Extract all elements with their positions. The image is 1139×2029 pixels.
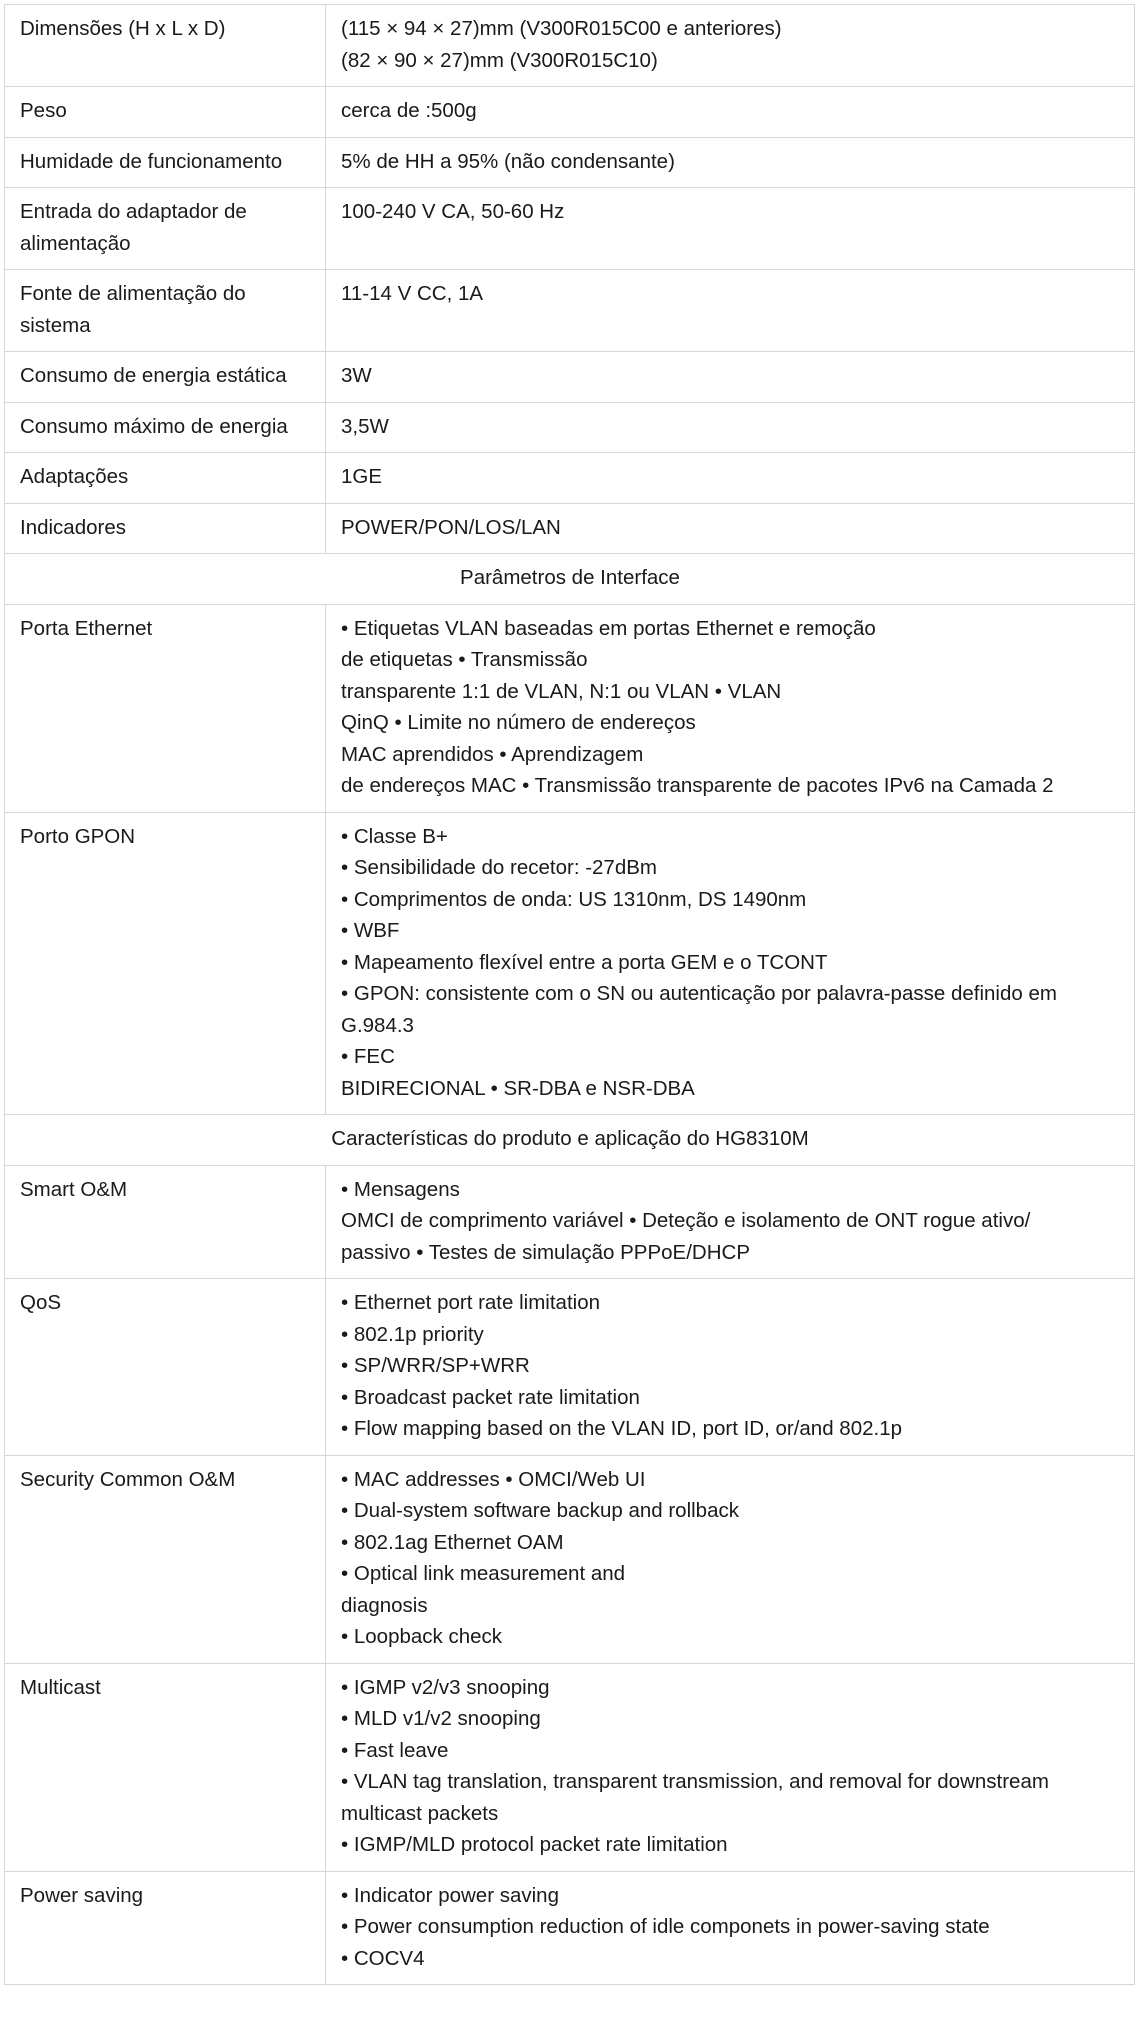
row-value: • MAC addresses • OMCI/Web UI • Dual-system software backup and rollback • 802.1ag Ethernet OAM • Optical link measurement and diagnosis • Loopback check xyxy=(326,1455,1135,1663)
row-label: Multicast xyxy=(5,1663,326,1871)
section-title-interface: Parâmetros de Interface xyxy=(5,554,1135,605)
table-row xyxy=(5,188,1135,270)
table-row xyxy=(5,453,1135,504)
row-value: 3W xyxy=(326,352,1135,403)
row-value: 1GE xyxy=(326,453,1135,504)
row-label: Peso xyxy=(5,87,326,138)
row-label: Dimensões (H x L x D) xyxy=(5,5,326,87)
table-row xyxy=(5,352,1135,403)
table-row xyxy=(5,1455,1135,1663)
row-label: Adaptações xyxy=(5,453,326,504)
table-row xyxy=(5,1165,1135,1279)
row-label: Porta Ethernet xyxy=(5,604,326,812)
row-value: • Classe B+ • Sensibilidade do recetor: -27dBm • Comprimentos de onda: US 1310nm, DS 1490nm • WBF • Mapeamento flexível entre a porta GEM e o TCONT • GPON: consistente com o SN ou autenticação por palavra-passe definido em G.984.3 • FEC BIDIRECIONAL • SR-DBA e NSR-DBA xyxy=(326,812,1135,1115)
table-row xyxy=(5,137,1135,188)
row-label: Power saving xyxy=(5,1871,326,1985)
table-row xyxy=(5,1663,1135,1871)
row-value: 11-14 V CC, 1A xyxy=(326,270,1135,352)
row-label: QoS xyxy=(5,1279,326,1456)
row-label: Humidade de funcionamento xyxy=(5,137,326,188)
table-row xyxy=(5,5,1135,87)
row-value: 5% de HH a 95% (não condensante) xyxy=(326,137,1135,188)
row-value: (115 × 94 × 27)mm (V300R015C00 e anteriores) (82 × 90 × 27)mm (V300R015C10) xyxy=(326,5,1135,87)
row-label: Smart O&M xyxy=(5,1165,326,1279)
row-value: POWER/PON/LOS/LAN xyxy=(326,503,1135,554)
table-row xyxy=(5,1279,1135,1456)
row-value: • Ethernet port rate limitation • 802.1p priority • SP/WRR/SP+WRR • Broadcast packet rate limitation • Flow mapping based on the VLAN ID, port ID, or/and 802.1p xyxy=(326,1279,1135,1456)
row-value: • Mensagens OMCI de comprimento variável • Deteção e isolamento de ONT rogue ativo/ passivo • Testes de simulação PPPoE/DHCP xyxy=(326,1165,1135,1279)
row-value: 100-240 V CA, 50-60 Hz xyxy=(326,188,1135,270)
row-value: • Indicator power saving • Power consumption reduction of idle componets in power-saving state • COCV4 xyxy=(326,1871,1135,1985)
row-label: Fonte de alimentação do sistema xyxy=(5,270,326,352)
section-title-features: Características do produto e aplicação do HG8310M xyxy=(5,1115,1135,1166)
row-label: Porto GPON xyxy=(5,812,326,1115)
row-label: Security Common O&M xyxy=(5,1455,326,1663)
table-row xyxy=(5,604,1135,812)
row-value: cerca de :500g xyxy=(326,87,1135,138)
table-row xyxy=(5,1871,1135,1985)
spec-table xyxy=(4,4,1135,1985)
table-row xyxy=(5,402,1135,453)
row-value: • Etiquetas VLAN baseadas em portas Ethernet e remoção de etiquetas • Transmissão transparente 1:1 de VLAN, N:1 ou VLAN • VLAN QinQ • Limite no número de endereços MAC aprendidos • Aprendizagem de endereços MAC • Transmissão transparente de pacotes IPv6 na Camada 2 xyxy=(326,604,1135,812)
section-header-row xyxy=(5,554,1135,605)
row-value: • IGMP v2/v3 snooping • MLD v1/v2 snooping • Fast leave • VLAN tag translation, transparent transmission, and removal for downstream multicast packets • IGMP/MLD protocol packet rate limitation xyxy=(326,1663,1135,1871)
row-value: 3,5W xyxy=(326,402,1135,453)
row-label: Consumo de energia estática xyxy=(5,352,326,403)
row-label: Entrada do adaptador de alimentação xyxy=(5,188,326,270)
table-row xyxy=(5,503,1135,554)
section-header-row xyxy=(5,1115,1135,1166)
table-row xyxy=(5,812,1135,1115)
row-label: Indicadores xyxy=(5,503,326,554)
table-row xyxy=(5,87,1135,138)
table-row xyxy=(5,270,1135,352)
row-label: Consumo máximo de energia xyxy=(5,402,326,453)
